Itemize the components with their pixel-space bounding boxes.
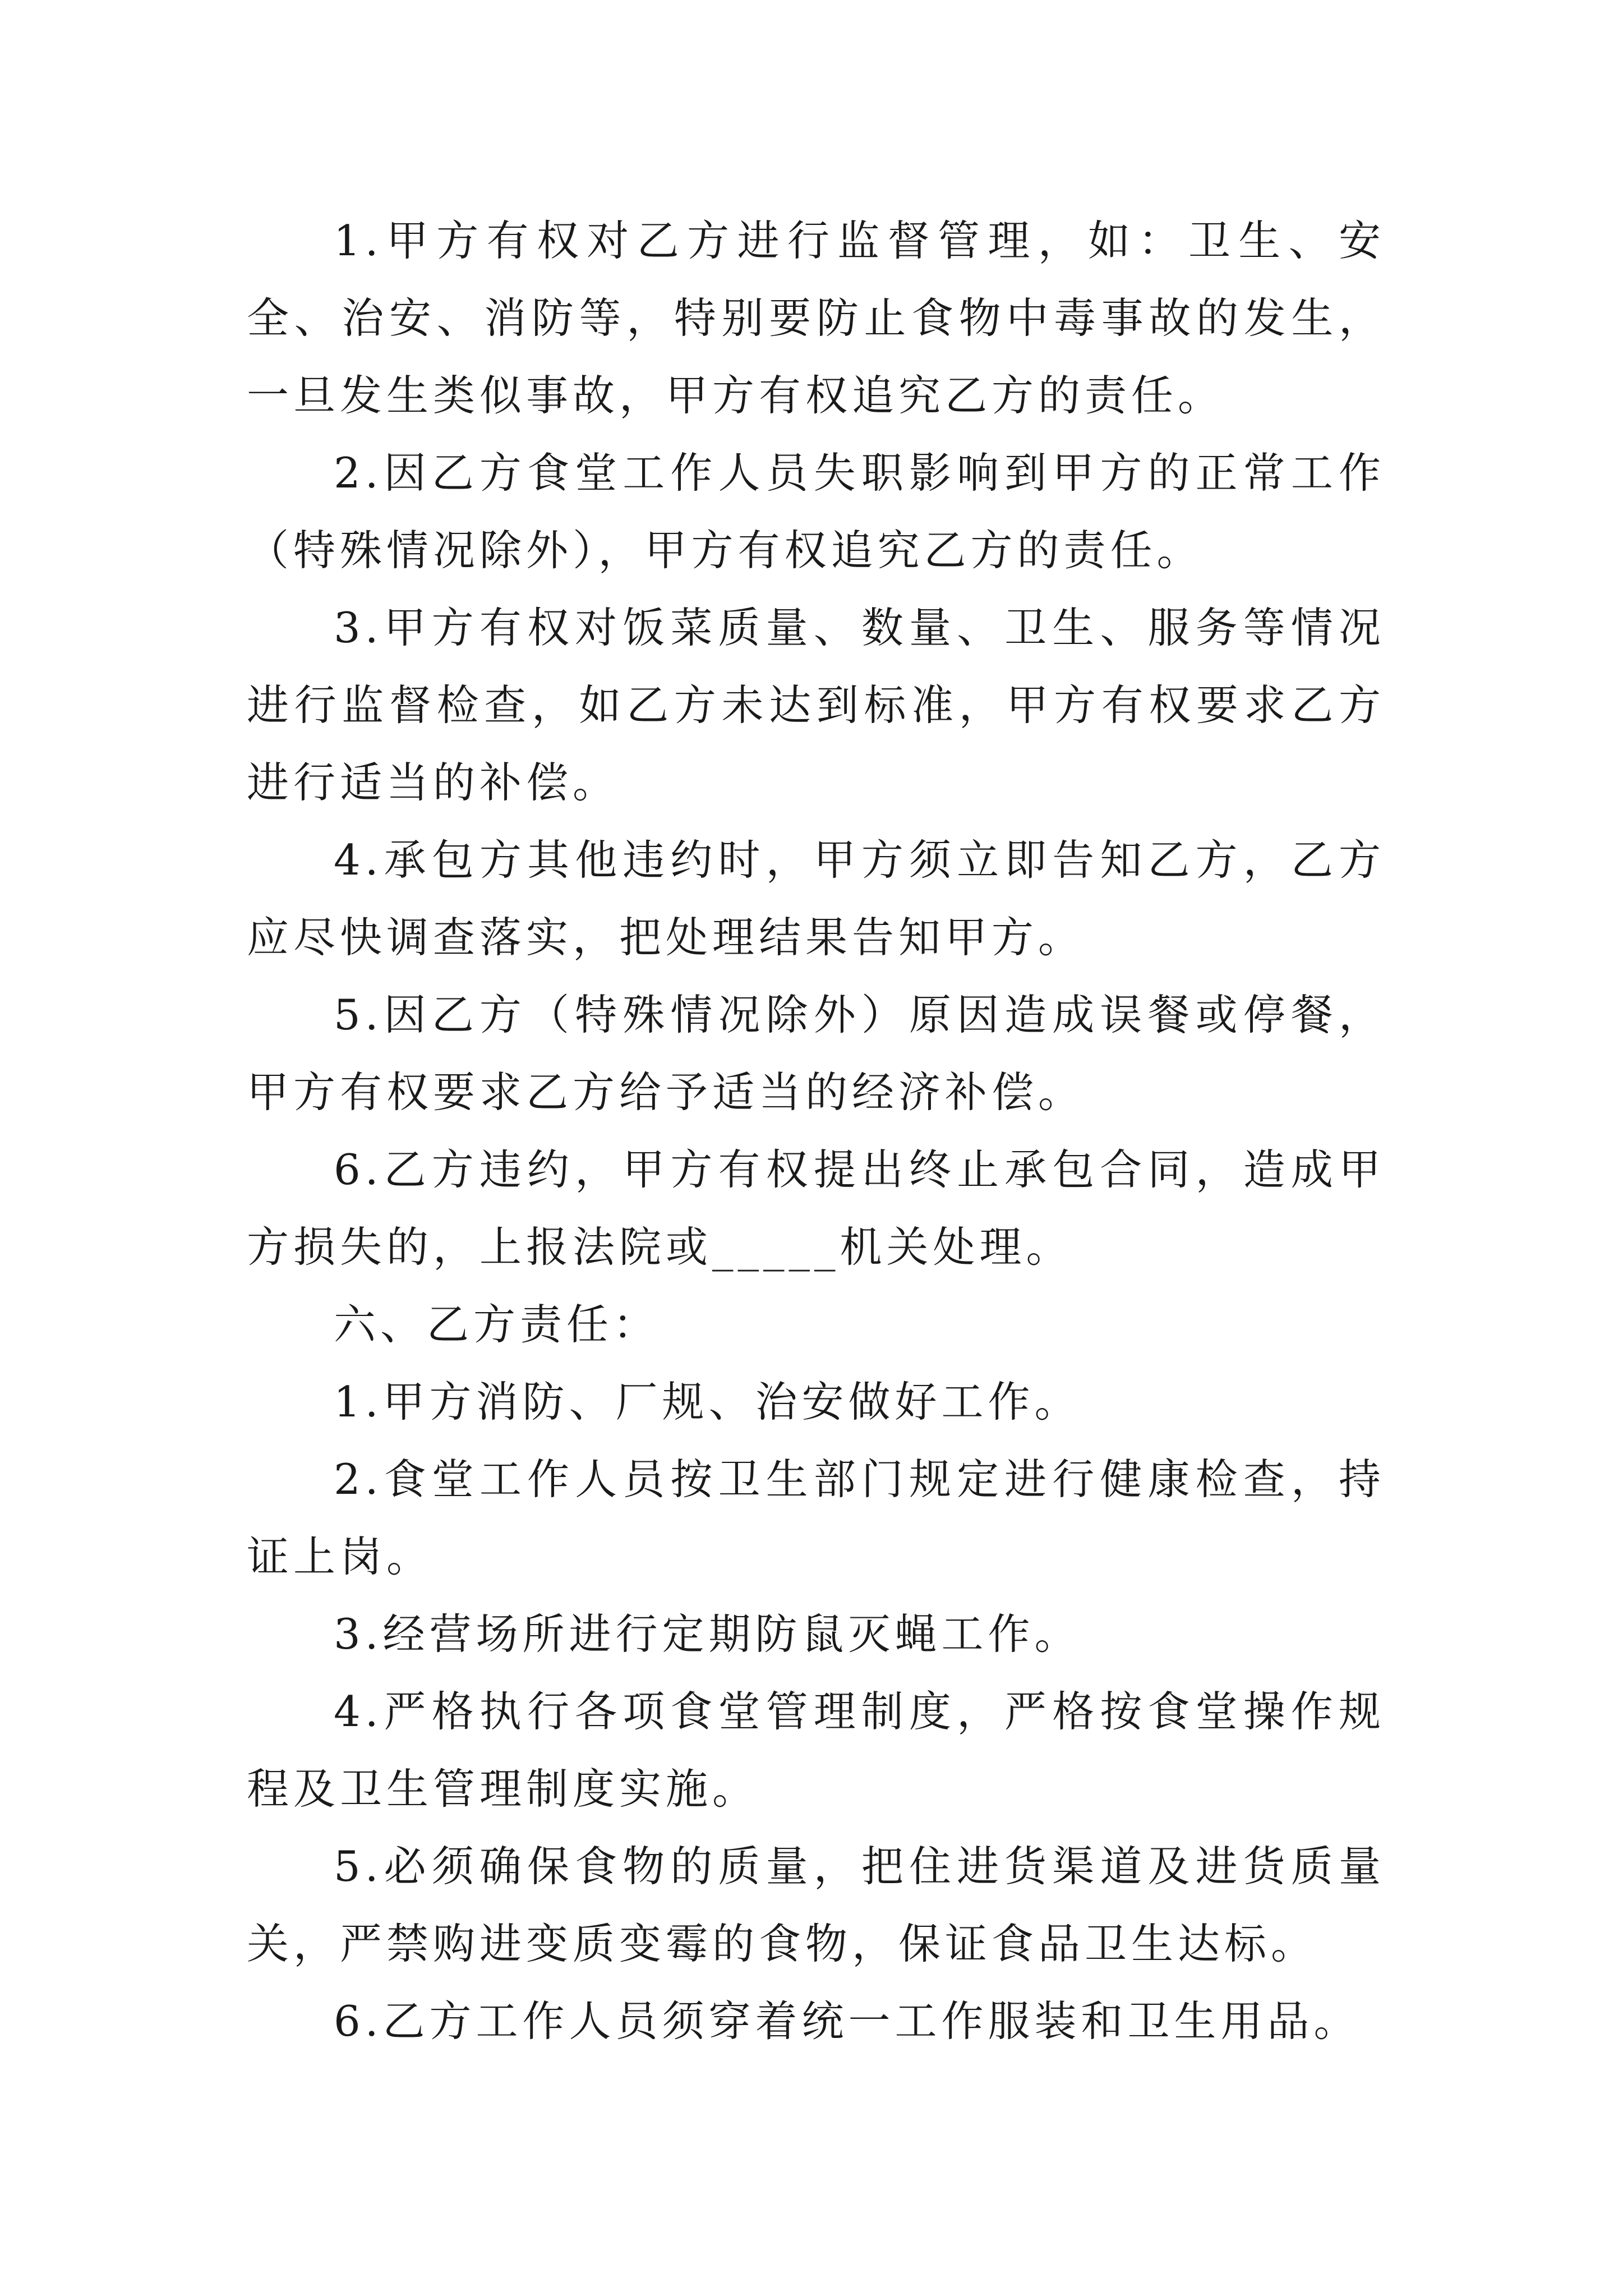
paragraph: 4.承包方其他违约时，甲方须立即告知乙方，乙方应尽快调查落实，把处理结果告知甲方。: [247, 835, 1385, 962]
section-heading: 六、乙方责任：: [334, 1300, 660, 1349]
paragraph: 1.甲方有权对乙方进行监督管理，如：卫生、安全、治安、消防等，特别要防止食物中毒事故的发生，一旦发生类似事故，甲方有权追究乙方的责任。: [247, 216, 1385, 420]
paragraph: 6.乙方工作人员须穿着统一工作服装和卫生用品。: [334, 1996, 1361, 2046]
paragraph: 2.因乙方食堂工作人员失职影响到甲方的正常工作（特殊情况除外），甲方有权追究乙方的责任。: [247, 448, 1385, 575]
paragraph: 3.经营场所进行定期防鼠灭蝇工作。: [334, 1609, 1081, 1659]
paragraph: 4.严格执行各项食堂管理制度，严格按食堂操作规程及卫生管理制度实施。: [247, 1687, 1385, 1814]
paragraph: 1.甲方消防、厂规、治安做好工作。: [334, 1377, 1081, 1427]
paragraph: 5.因乙方（特殊情况除外）原因造成误餐或停餐，甲方有权要求乙方给予适当的经济补偿。: [247, 990, 1385, 1117]
paragraph: 3.甲方有权对饭菜质量、数量、卫生、服务等情况进行监督检查，如乙方未达到标准，甲方有权要求乙方进行适当的补偿。: [247, 603, 1385, 807]
paragraph: 5.必须确保食物的质量，把住进货渠道及进货质量关，严禁购进变质变霉的食物，保证食品卫生达标。: [247, 1842, 1385, 1968]
paragraph: 2.食堂工作人员按卫生部门规定进行健康检查，持证上岗。: [247, 1455, 1385, 1581]
document-body: [247, 202, 1385, 2060]
paragraph: 6.乙方违约，甲方有权提出终止承包合同，造成甲方损失的，上报法院或_____机关处理。: [247, 1145, 1385, 1272]
